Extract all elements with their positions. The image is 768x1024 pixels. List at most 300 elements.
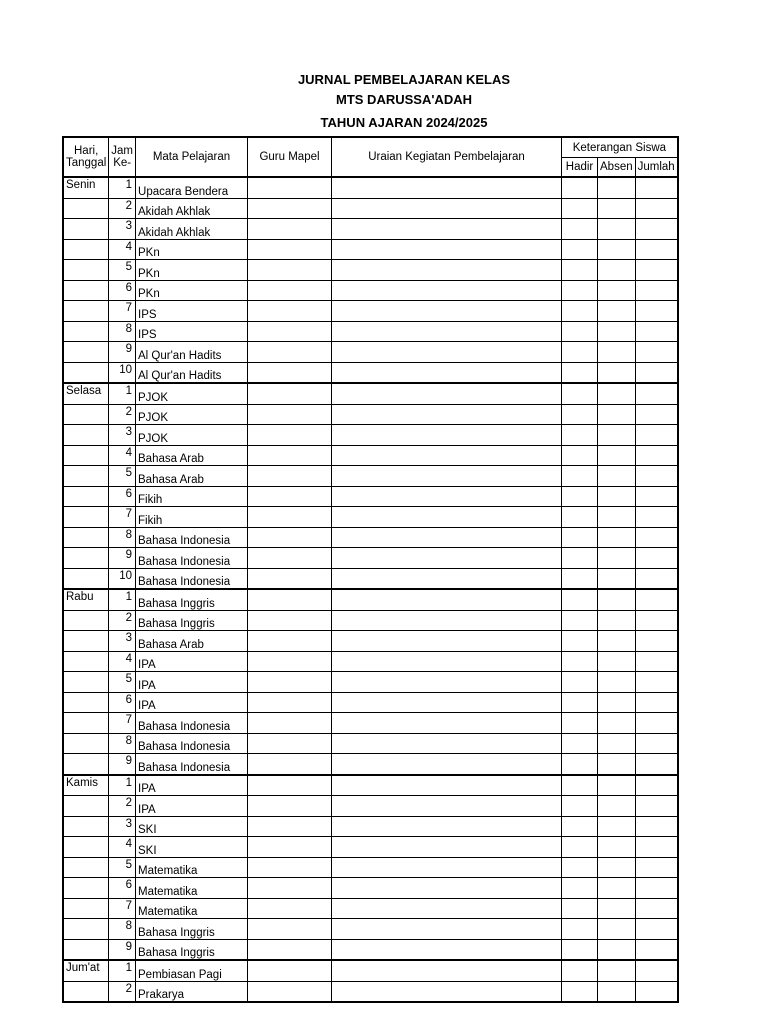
table-row <box>63 796 678 817</box>
table-row <box>63 321 678 342</box>
cell-jumlah[interactable] <box>635 383 678 404</box>
cell-hari[interactable] <box>63 939 109 960</box>
cell-guru-mapel[interactable] <box>248 631 332 652</box>
cell-guru-mapel[interactable] <box>248 898 332 919</box>
cell-jumlah[interactable] <box>635 219 678 240</box>
cell-hari[interactable] <box>63 280 109 301</box>
cell-absen[interactable] <box>598 198 636 219</box>
cell-hadir[interactable] <box>562 425 598 446</box>
cell-mata-pelajaran: Al Qur'an Hadits <box>136 342 248 363</box>
cell-hari[interactable] <box>63 445 109 466</box>
cell-jumlah[interactable] <box>635 486 678 507</box>
cell-jumlah[interactable] <box>635 548 678 569</box>
cell-hadir[interactable] <box>562 775 598 796</box>
cell-hadir[interactable] <box>562 837 598 858</box>
cell-uraian[interactable] <box>332 527 562 548</box>
cell-hari[interactable] <box>63 651 109 672</box>
cell-hari[interactable] <box>63 816 109 837</box>
cell-jumlah[interactable] <box>635 404 678 425</box>
cell-jumlah[interactable] <box>635 981 678 1002</box>
cell-uraian[interactable] <box>332 568 562 589</box>
table-row <box>63 713 678 734</box>
cell-absen[interactable] <box>598 816 636 837</box>
cell-hari[interactable] <box>63 754 109 775</box>
cell-hadir[interactable] <box>562 301 598 322</box>
cell-uraian[interactable] <box>332 589 562 610</box>
cell-hari[interactable] <box>63 796 109 817</box>
cell-mata-pelajaran: PJOK <box>136 425 248 446</box>
cell-absen[interactable] <box>598 672 636 693</box>
cell-uraian[interactable] <box>332 631 562 652</box>
cell-uraian[interactable] <box>332 775 562 796</box>
cell-mata-pelajaran: Bahasa Inggris <box>136 589 248 610</box>
cell-absen[interactable] <box>598 466 636 487</box>
table-row <box>63 610 678 631</box>
cell-guru-mapel[interactable] <box>248 362 332 383</box>
cell-hari[interactable] <box>63 568 109 589</box>
cell-uraian[interactable] <box>332 610 562 631</box>
cell-absen[interactable] <box>598 445 636 466</box>
cell-hadir[interactable] <box>562 878 598 899</box>
cell-absen[interactable] <box>598 631 636 652</box>
cell-hadir[interactable] <box>562 816 598 837</box>
cell-jumlah[interactable] <box>635 692 678 713</box>
cell-uraian[interactable] <box>332 878 562 899</box>
cell-hadir[interactable] <box>562 527 598 548</box>
cell-hari[interactable] <box>63 672 109 693</box>
cell-absen[interactable] <box>598 960 636 981</box>
cell-guru-mapel[interactable] <box>248 610 332 631</box>
cell-uraian[interactable] <box>332 713 562 734</box>
cell-jam: 2 <box>109 404 136 425</box>
cell-hari[interactable] <box>63 362 109 383</box>
cell-jam: 7 <box>109 898 136 919</box>
cell-mata-pelajaran: SKI <box>136 816 248 837</box>
cell-jumlah[interactable] <box>635 445 678 466</box>
cell-guru-mapel[interactable] <box>248 177 332 198</box>
cell-hadir[interactable] <box>562 733 598 754</box>
cell-jam: 4 <box>109 445 136 466</box>
cell-uraian[interactable] <box>332 321 562 342</box>
cell-hari[interactable] <box>63 919 109 940</box>
cell-jumlah[interactable] <box>635 796 678 817</box>
cell-absen[interactable] <box>598 651 636 672</box>
cell-uraian[interactable] <box>332 301 562 322</box>
cell-jumlah[interactable] <box>635 672 678 693</box>
cell-jumlah[interactable] <box>635 631 678 652</box>
cell-hari[interactable] <box>63 260 109 281</box>
academic-year: TAHUN AJARAN 2024/2025 <box>320 115 488 130</box>
cell-hadir[interactable] <box>562 177 598 198</box>
cell-guru-mapel[interactable] <box>248 342 332 363</box>
cell-mata-pelajaran: Matematika <box>136 857 248 878</box>
cell-uraian[interactable] <box>332 939 562 960</box>
cell-absen[interactable] <box>598 548 636 569</box>
cell-guru-mapel[interactable] <box>248 301 332 322</box>
cell-hari[interactable] <box>63 301 109 322</box>
cell-uraian[interactable] <box>332 219 562 240</box>
cell-jam: 5 <box>109 260 136 281</box>
cell-hari[interactable]: Rabu <box>63 589 109 610</box>
cell-hari[interactable] <box>63 321 109 342</box>
cell-uraian[interactable] <box>332 198 562 219</box>
cell-hari[interactable]: Kamis <box>63 775 109 796</box>
cell-mata-pelajaran: IPA <box>136 651 248 672</box>
cell-hari[interactable] <box>63 425 109 446</box>
cell-absen[interactable] <box>598 239 636 260</box>
cell-hadir[interactable] <box>562 260 598 281</box>
table-row <box>63 404 678 425</box>
cell-jam: 5 <box>109 466 136 487</box>
cell-jumlah[interactable] <box>635 816 678 837</box>
cell-guru-mapel[interactable] <box>248 219 332 240</box>
table-row <box>63 177 678 198</box>
cell-absen[interactable] <box>598 610 636 631</box>
cell-uraian[interactable] <box>332 754 562 775</box>
table-row <box>63 383 678 404</box>
cell-absen[interactable] <box>598 321 636 342</box>
cell-jumlah[interactable] <box>635 527 678 548</box>
cell-jam: 5 <box>109 672 136 693</box>
cell-jam: 4 <box>109 651 136 672</box>
cell-jumlah[interactable] <box>635 239 678 260</box>
cell-guru-mapel[interactable] <box>248 404 332 425</box>
cell-hadir[interactable] <box>562 445 598 466</box>
cell-jumlah[interactable] <box>635 857 678 878</box>
cell-mata-pelajaran: Bahasa Indonesia <box>136 548 248 569</box>
cell-guru-mapel[interactable] <box>248 527 332 548</box>
cell-hadir[interactable] <box>562 198 598 219</box>
cell-uraian[interactable] <box>332 239 562 260</box>
cell-jumlah[interactable] <box>635 610 678 631</box>
cell-hari[interactable] <box>63 610 109 631</box>
cell-jumlah[interactable] <box>635 568 678 589</box>
cell-mata-pelajaran: IPS <box>136 321 248 342</box>
cell-hari[interactable] <box>63 466 109 487</box>
cell-absen[interactable] <box>598 280 636 301</box>
cell-absen[interactable] <box>598 775 636 796</box>
cell-hari[interactable] <box>63 486 109 507</box>
cell-hari[interactable] <box>63 239 109 260</box>
cell-uraian[interactable] <box>332 733 562 754</box>
cell-uraian[interactable] <box>332 919 562 940</box>
cell-absen[interactable] <box>598 981 636 1002</box>
cell-guru-mapel[interactable] <box>248 383 332 404</box>
cell-hadir[interactable] <box>562 342 598 363</box>
cell-uraian[interactable] <box>332 816 562 837</box>
cell-guru-mapel[interactable] <box>248 713 332 734</box>
cell-absen[interactable] <box>598 939 636 960</box>
cell-hari[interactable] <box>63 527 109 548</box>
cell-hari[interactable] <box>63 857 109 878</box>
cell-mata-pelajaran: SKI <box>136 837 248 858</box>
cell-mata-pelajaran: Bahasa Indonesia <box>136 527 248 548</box>
cell-uraian[interactable] <box>332 177 562 198</box>
cell-absen[interactable] <box>598 177 636 198</box>
cell-uraian[interactable] <box>332 960 562 981</box>
cell-guru-mapel[interactable] <box>248 260 332 281</box>
cell-jam: 3 <box>109 816 136 837</box>
cell-guru-mapel[interactable] <box>248 239 332 260</box>
cell-absen[interactable] <box>598 878 636 899</box>
cell-hari[interactable]: Jum'at <box>63 960 109 981</box>
cell-guru-mapel[interactable] <box>248 321 332 342</box>
cell-mata-pelajaran: IPA <box>136 672 248 693</box>
cell-jumlah[interactable] <box>635 177 678 198</box>
cell-uraian[interactable] <box>332 466 562 487</box>
cell-uraian[interactable] <box>332 362 562 383</box>
cell-hari[interactable] <box>63 733 109 754</box>
cell-mata-pelajaran: PKn <box>136 260 248 281</box>
cell-uraian[interactable] <box>332 507 562 528</box>
cell-hadir[interactable] <box>562 239 598 260</box>
cell-guru-mapel[interactable] <box>248 198 332 219</box>
cell-jumlah[interactable] <box>635 362 678 383</box>
cell-hadir[interactable] <box>562 466 598 487</box>
cell-hadir[interactable] <box>562 280 598 301</box>
table-row <box>63 651 678 672</box>
cell-mata-pelajaran: Akidah Akhlak <box>136 219 248 240</box>
cell-jumlah[interactable] <box>635 713 678 734</box>
cell-hadir[interactable] <box>562 507 598 528</box>
cell-guru-mapel[interactable] <box>248 425 332 446</box>
cell-absen[interactable] <box>598 383 636 404</box>
cell-guru-mapel[interactable] <box>248 754 332 775</box>
cell-uraian[interactable] <box>332 342 562 363</box>
cell-guru-mapel[interactable] <box>248 816 332 837</box>
cell-hadir[interactable] <box>562 362 598 383</box>
cell-guru-mapel[interactable] <box>248 775 332 796</box>
cell-hadir[interactable] <box>562 672 598 693</box>
cell-uraian[interactable] <box>332 383 562 404</box>
cell-hadir[interactable] <box>562 939 598 960</box>
cell-hadir[interactable] <box>562 568 598 589</box>
cell-guru-mapel[interactable] <box>248 733 332 754</box>
cell-guru-mapel[interactable] <box>248 466 332 487</box>
cell-absen[interactable] <box>598 486 636 507</box>
cell-hari[interactable] <box>63 548 109 569</box>
cell-jumlah[interactable] <box>635 280 678 301</box>
cell-hari[interactable] <box>63 198 109 219</box>
cell-mata-pelajaran: Fikih <box>136 507 248 528</box>
table-row <box>63 919 678 940</box>
cell-guru-mapel[interactable] <box>248 960 332 981</box>
cell-guru-mapel[interactable] <box>248 878 332 899</box>
cell-hadir[interactable] <box>562 610 598 631</box>
cell-uraian[interactable] <box>332 548 562 569</box>
cell-jumlah[interactable] <box>635 775 678 796</box>
cell-jumlah[interactable] <box>635 198 678 219</box>
cell-jumlah[interactable] <box>635 425 678 446</box>
cell-hari[interactable] <box>63 898 109 919</box>
cell-absen[interactable] <box>598 898 636 919</box>
cell-absen[interactable] <box>598 260 636 281</box>
cell-uraian[interactable] <box>332 425 562 446</box>
cell-jam: 5 <box>109 857 136 878</box>
school-name: MTS DARUSSA'ADAH <box>336 92 472 107</box>
cell-hari[interactable]: Senin <box>63 177 109 198</box>
cell-hadir[interactable] <box>562 589 598 610</box>
cell-absen[interactable] <box>598 754 636 775</box>
cell-jumlah[interactable] <box>635 939 678 960</box>
cell-jumlah[interactable] <box>635 733 678 754</box>
cell-hadir[interactable] <box>562 754 598 775</box>
cell-absen[interactable] <box>598 404 636 425</box>
table-row <box>63 837 678 858</box>
cell-absen[interactable] <box>598 857 636 878</box>
cell-hadir[interactable] <box>562 713 598 734</box>
cell-jam: 2 <box>109 610 136 631</box>
cell-uraian[interactable] <box>332 260 562 281</box>
cell-uraian[interactable] <box>332 280 562 301</box>
cell-guru-mapel[interactable] <box>248 981 332 1002</box>
cell-absen[interactable] <box>598 837 636 858</box>
cell-absen[interactable] <box>598 527 636 548</box>
cell-absen[interactable] <box>598 692 636 713</box>
cell-guru-mapel[interactable] <box>248 507 332 528</box>
cell-guru-mapel[interactable] <box>248 672 332 693</box>
cell-hadir[interactable] <box>562 383 598 404</box>
table-row <box>63 219 678 240</box>
cell-jumlah[interactable] <box>635 507 678 528</box>
cell-uraian[interactable] <box>332 404 562 425</box>
cell-guru-mapel[interactable] <box>248 589 332 610</box>
table-row <box>63 589 678 610</box>
cell-guru-mapel[interactable] <box>248 568 332 589</box>
cell-absen[interactable] <box>598 342 636 363</box>
cell-jumlah[interactable] <box>635 919 678 940</box>
cell-hadir[interactable] <box>562 651 598 672</box>
cell-mata-pelajaran: IPA <box>136 692 248 713</box>
cell-uraian[interactable] <box>332 651 562 672</box>
cell-jumlah[interactable] <box>635 651 678 672</box>
cell-hari[interactable]: Selasa <box>63 383 109 404</box>
cell-guru-mapel[interactable] <box>248 837 332 858</box>
cell-jumlah[interactable] <box>635 960 678 981</box>
table-row <box>63 857 678 878</box>
cell-jumlah[interactable] <box>635 898 678 919</box>
cell-jam: 6 <box>109 486 136 507</box>
cell-hadir[interactable] <box>562 796 598 817</box>
cell-hari[interactable] <box>63 692 109 713</box>
cell-hadir[interactable] <box>562 548 598 569</box>
cell-hadir[interactable] <box>562 219 598 240</box>
cell-jumlah[interactable] <box>635 321 678 342</box>
cell-jam: 2 <box>109 198 136 219</box>
cell-guru-mapel[interactable] <box>248 939 332 960</box>
cell-jumlah[interactable] <box>635 260 678 281</box>
cell-hari[interactable] <box>63 404 109 425</box>
cell-hari[interactable] <box>63 981 109 1002</box>
table-row <box>63 981 678 1002</box>
cell-jumlah[interactable] <box>635 754 678 775</box>
cell-absen[interactable] <box>598 219 636 240</box>
cell-uraian[interactable] <box>332 857 562 878</box>
cell-uraian[interactable] <box>332 486 562 507</box>
cell-hadir[interactable] <box>562 981 598 1002</box>
journal-body <box>63 177 678 1002</box>
cell-hadir[interactable] <box>562 321 598 342</box>
cell-absen[interactable] <box>598 362 636 383</box>
cell-hadir[interactable] <box>562 960 598 981</box>
cell-jam: 9 <box>109 548 136 569</box>
cell-hadir[interactable] <box>562 857 598 878</box>
cell-mata-pelajaran: Akidah Akhlak <box>136 198 248 219</box>
journal-table <box>62 136 679 1003</box>
cell-jam: 7 <box>109 507 136 528</box>
cell-hadir[interactable] <box>562 692 598 713</box>
cell-uraian[interactable] <box>332 692 562 713</box>
cell-guru-mapel[interactable] <box>248 445 332 466</box>
cell-absen[interactable] <box>598 919 636 940</box>
cell-uraian[interactable] <box>332 445 562 466</box>
cell-absen[interactable] <box>598 425 636 446</box>
table-row <box>63 301 678 322</box>
table-row <box>63 280 678 301</box>
cell-mata-pelajaran: Fikih <box>136 486 248 507</box>
cell-mata-pelajaran: Bahasa Arab <box>136 631 248 652</box>
col-header-hari-tanggal: Hari, Tanggal <box>63 137 109 177</box>
cell-jumlah[interactable] <box>635 837 678 858</box>
table-row <box>63 898 678 919</box>
cell-hadir[interactable] <box>562 404 598 425</box>
cell-absen[interactable] <box>598 301 636 322</box>
cell-hadir[interactable] <box>562 486 598 507</box>
cell-jumlah[interactable] <box>635 342 678 363</box>
cell-hadir[interactable] <box>562 631 598 652</box>
cell-mata-pelajaran: Matematika <box>136 878 248 899</box>
cell-absen[interactable] <box>598 507 636 528</box>
cell-absen[interactable] <box>598 568 636 589</box>
cell-guru-mapel[interactable] <box>248 796 332 817</box>
cell-absen[interactable] <box>598 589 636 610</box>
cell-guru-mapel[interactable] <box>248 486 332 507</box>
cell-jumlah[interactable] <box>635 466 678 487</box>
table-row <box>63 239 678 260</box>
cell-jumlah[interactable] <box>635 589 678 610</box>
table-row <box>63 733 678 754</box>
cell-hari[interactable] <box>63 878 109 899</box>
cell-hari[interactable] <box>63 342 109 363</box>
cell-guru-mapel[interactable] <box>248 692 332 713</box>
col-header-mata-pelajaran: Mata Pelajaran <box>136 137 248 177</box>
cell-uraian[interactable] <box>332 796 562 817</box>
cell-guru-mapel[interactable] <box>248 919 332 940</box>
cell-hari[interactable] <box>63 631 109 652</box>
cell-jumlah[interactable] <box>635 301 678 322</box>
cell-absen[interactable] <box>598 733 636 754</box>
cell-uraian[interactable] <box>332 672 562 693</box>
cell-absen[interactable] <box>598 713 636 734</box>
cell-hari[interactable] <box>63 507 109 528</box>
cell-guru-mapel[interactable] <box>248 548 332 569</box>
cell-guru-mapel[interactable] <box>248 651 332 672</box>
cell-uraian[interactable] <box>332 837 562 858</box>
cell-mata-pelajaran: Bahasa Arab <box>136 445 248 466</box>
cell-hari[interactable] <box>63 837 109 858</box>
cell-hadir[interactable] <box>562 898 598 919</box>
cell-guru-mapel[interactable] <box>248 280 332 301</box>
cell-uraian[interactable] <box>332 981 562 1002</box>
cell-absen[interactable] <box>598 796 636 817</box>
cell-hadir[interactable] <box>562 919 598 940</box>
cell-hari[interactable] <box>63 713 109 734</box>
cell-hari[interactable] <box>63 219 109 240</box>
cell-jumlah[interactable] <box>635 878 678 899</box>
cell-guru-mapel[interactable] <box>248 857 332 878</box>
cell-uraian[interactable] <box>332 898 562 919</box>
table-row <box>63 342 678 363</box>
